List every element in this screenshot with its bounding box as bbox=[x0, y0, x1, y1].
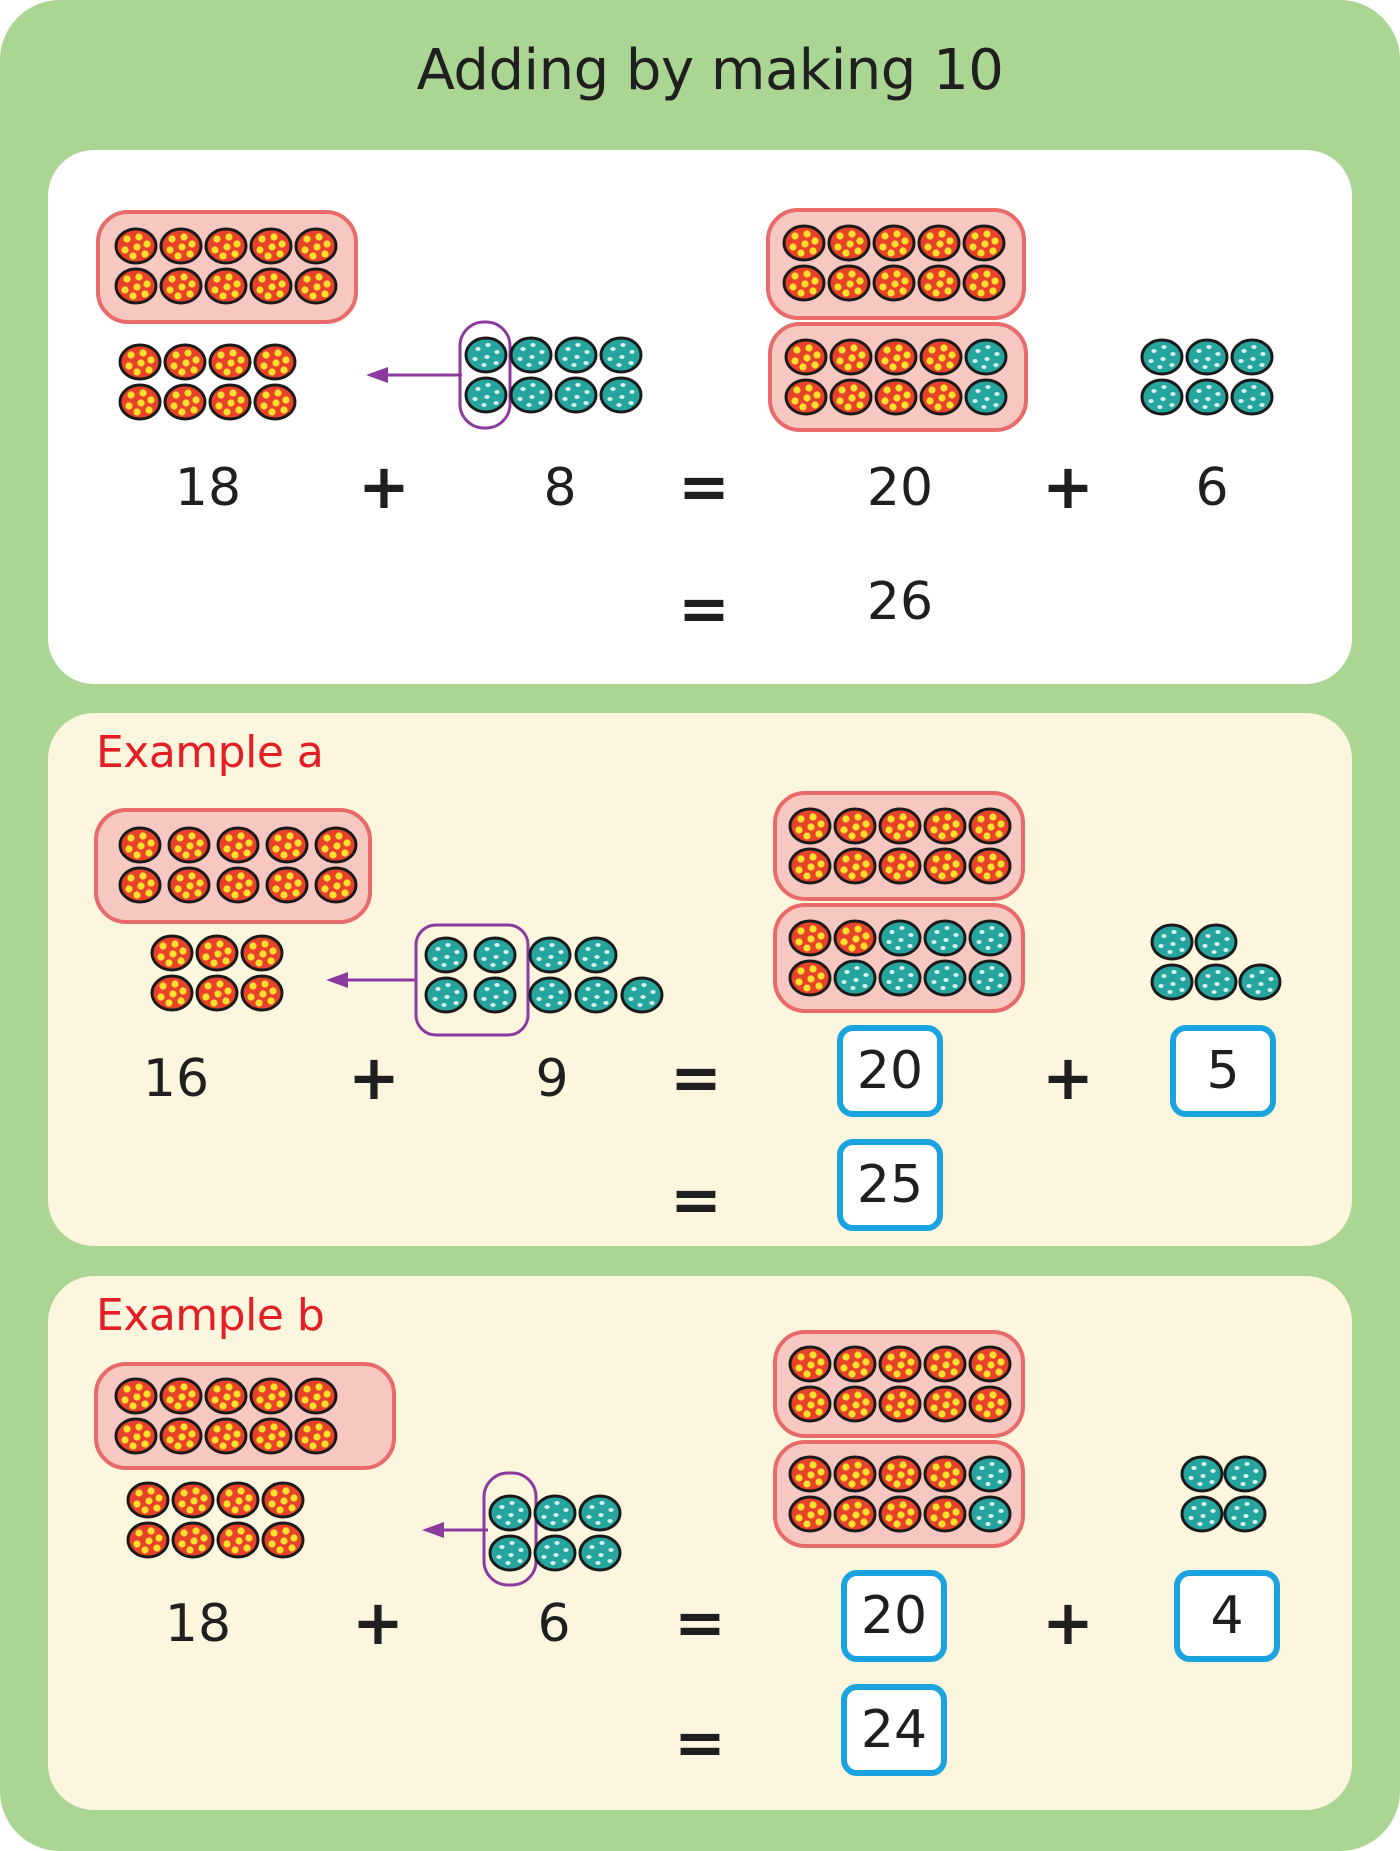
red-counter bbox=[880, 1347, 920, 1381]
red-counter bbox=[263, 1523, 303, 1557]
teal-counter bbox=[1187, 380, 1227, 414]
teal-counter bbox=[966, 380, 1006, 414]
red-counter bbox=[925, 1347, 965, 1381]
red-counter bbox=[206, 229, 246, 263]
addend-second: 8 bbox=[543, 458, 577, 518]
teal-counter bbox=[601, 338, 641, 372]
teal-counter bbox=[466, 378, 506, 412]
red-counter bbox=[296, 229, 336, 263]
teal-counter bbox=[475, 938, 515, 972]
red-counter bbox=[964, 266, 1004, 300]
ones-value: 6 bbox=[1195, 458, 1229, 518]
teal-counter bbox=[1152, 925, 1192, 959]
red-counter bbox=[120, 385, 160, 419]
tens-value: 20 bbox=[866, 458, 934, 518]
equals-sign: = bbox=[678, 572, 730, 645]
red-counter bbox=[218, 1523, 258, 1557]
plus-sign: + bbox=[1042, 450, 1094, 523]
red-counter bbox=[242, 936, 282, 970]
red-counter bbox=[152, 936, 192, 970]
teal-counter bbox=[970, 921, 1010, 955]
red-counter bbox=[876, 380, 916, 414]
teal-counter bbox=[1142, 380, 1182, 414]
plus-sign: + bbox=[1042, 1586, 1094, 1659]
teal-counter bbox=[1232, 380, 1272, 414]
red-counter bbox=[161, 1419, 201, 1453]
red-counter bbox=[128, 1483, 168, 1517]
red-counter bbox=[880, 809, 920, 843]
red-counter bbox=[316, 828, 356, 862]
red-counter bbox=[120, 828, 160, 862]
red-counter bbox=[831, 340, 871, 374]
red-counter bbox=[116, 1419, 156, 1453]
red-counter bbox=[316, 868, 356, 902]
red-counter bbox=[116, 229, 156, 263]
red-counter bbox=[173, 1483, 213, 1517]
teal-counter bbox=[966, 340, 1006, 374]
red-counter bbox=[970, 849, 1010, 883]
red-counter bbox=[925, 849, 965, 883]
red-counter bbox=[161, 1379, 201, 1413]
red-counter bbox=[120, 868, 160, 902]
example-label: Example a bbox=[96, 727, 324, 778]
ones-answer-box: 5 bbox=[1170, 1025, 1276, 1117]
teal-counter bbox=[1182, 1457, 1222, 1491]
teal-counter bbox=[970, 961, 1010, 995]
teal-counter bbox=[880, 921, 920, 955]
teal-counter bbox=[511, 338, 551, 372]
addend-second: 9 bbox=[535, 1049, 569, 1109]
red-counter bbox=[829, 226, 869, 260]
teal-counter bbox=[1225, 1497, 1265, 1531]
plus-sign: + bbox=[358, 450, 410, 523]
red-counter bbox=[880, 1497, 920, 1531]
red-counter bbox=[790, 1387, 830, 1421]
teal-counter bbox=[601, 378, 641, 412]
example-b-panel bbox=[48, 1276, 1352, 1810]
red-counter bbox=[251, 229, 291, 263]
teal-counter bbox=[1187, 340, 1227, 374]
teal-counter bbox=[1196, 965, 1236, 999]
red-counter bbox=[919, 226, 959, 260]
red-counter bbox=[970, 809, 1010, 843]
red-counter bbox=[880, 849, 920, 883]
red-counter bbox=[210, 385, 250, 419]
red-counter bbox=[835, 921, 875, 955]
red-counter bbox=[835, 1387, 875, 1421]
total-value: 26 bbox=[866, 572, 934, 632]
red-counter bbox=[296, 269, 336, 303]
red-counter bbox=[218, 828, 258, 862]
red-counter bbox=[784, 266, 824, 300]
red-counter bbox=[786, 340, 826, 374]
red-counter bbox=[874, 266, 914, 300]
red-counter bbox=[921, 340, 961, 374]
red-counter bbox=[925, 1387, 965, 1421]
plus-sign: + bbox=[1042, 1041, 1094, 1114]
red-counter bbox=[880, 1457, 920, 1491]
red-counter bbox=[267, 868, 307, 902]
teal-counter bbox=[1152, 965, 1192, 999]
red-counter bbox=[206, 269, 246, 303]
teal-counter bbox=[426, 938, 466, 972]
red-counter bbox=[925, 1497, 965, 1531]
red-counter bbox=[784, 226, 824, 260]
teal-counter bbox=[580, 1496, 620, 1530]
teal-counter bbox=[490, 1536, 530, 1570]
teal-counter bbox=[466, 338, 506, 372]
red-counter bbox=[255, 385, 295, 419]
red-counter bbox=[251, 269, 291, 303]
red-counter bbox=[206, 1419, 246, 1453]
teal-counter bbox=[970, 1497, 1010, 1531]
teal-counter bbox=[1232, 340, 1272, 374]
total-answer-box: 24 bbox=[841, 1684, 947, 1776]
red-counter bbox=[296, 1419, 336, 1453]
plus-sign: + bbox=[348, 1041, 400, 1114]
teal-counter bbox=[1196, 925, 1236, 959]
red-counter bbox=[120, 345, 160, 379]
red-counter bbox=[786, 380, 826, 414]
red-counter bbox=[835, 1457, 875, 1491]
red-counter bbox=[925, 1457, 965, 1491]
teal-counter bbox=[490, 1496, 530, 1530]
tens-answer-box: 20 bbox=[841, 1570, 947, 1662]
teal-counter bbox=[1182, 1497, 1222, 1531]
left-arrow-icon bbox=[422, 1522, 488, 1538]
teal-counter bbox=[925, 921, 965, 955]
red-counter bbox=[880, 1387, 920, 1421]
teal-counter bbox=[880, 961, 920, 995]
teal-counter bbox=[576, 978, 616, 1012]
red-counter bbox=[116, 1379, 156, 1413]
red-counter bbox=[169, 828, 209, 862]
addend-second: 6 bbox=[537, 1594, 571, 1654]
red-counter bbox=[835, 1497, 875, 1531]
teal-counter bbox=[925, 961, 965, 995]
red-counter bbox=[790, 809, 830, 843]
red-counter bbox=[925, 809, 965, 843]
red-counter bbox=[790, 921, 830, 955]
teal-counter bbox=[530, 978, 570, 1012]
red-counter bbox=[970, 1387, 1010, 1421]
teal-counter bbox=[556, 338, 596, 372]
worked-example-panel bbox=[48, 150, 1352, 684]
red-counter bbox=[128, 1523, 168, 1557]
teal-counter bbox=[576, 938, 616, 972]
red-counter bbox=[251, 1419, 291, 1453]
page-title: Adding by making 10 bbox=[416, 38, 1004, 103]
red-counter bbox=[161, 229, 201, 263]
total-answer-box: 25 bbox=[837, 1139, 943, 1231]
red-counter bbox=[169, 868, 209, 902]
teal-counter bbox=[1142, 340, 1182, 374]
teal-counter bbox=[1225, 1457, 1265, 1491]
equals-sign: = bbox=[674, 1586, 726, 1659]
teal-counter bbox=[580, 1536, 620, 1570]
teal-counter bbox=[970, 1457, 1010, 1491]
red-counter bbox=[161, 269, 201, 303]
equals-sign: = bbox=[670, 1041, 722, 1114]
teal-counter bbox=[511, 378, 551, 412]
red-counter bbox=[835, 1347, 875, 1381]
red-counter bbox=[829, 266, 869, 300]
red-counter bbox=[165, 385, 205, 419]
red-counter bbox=[218, 868, 258, 902]
teal-counter bbox=[530, 938, 570, 972]
red-counter bbox=[206, 1379, 246, 1413]
teal-counter bbox=[475, 978, 515, 1012]
plus-sign: + bbox=[352, 1586, 404, 1659]
tens-answer-box: 20 bbox=[837, 1025, 943, 1117]
teal-counter bbox=[622, 978, 662, 1012]
red-counter bbox=[251, 1379, 291, 1413]
red-counter bbox=[255, 345, 295, 379]
red-counter bbox=[790, 849, 830, 883]
teal-counter bbox=[535, 1496, 575, 1530]
addend-first: 18 bbox=[164, 1594, 232, 1654]
red-counter bbox=[296, 1379, 336, 1413]
red-counter bbox=[835, 809, 875, 843]
equals-sign: = bbox=[674, 1706, 726, 1779]
red-counter bbox=[116, 269, 156, 303]
teal-counter bbox=[556, 378, 596, 412]
red-counter bbox=[835, 849, 875, 883]
red-counter bbox=[242, 976, 282, 1010]
example-label: Example b bbox=[96, 1290, 325, 1341]
teal-counter bbox=[535, 1536, 575, 1570]
red-counter bbox=[210, 345, 250, 379]
red-counter bbox=[921, 380, 961, 414]
addend-first: 18 bbox=[174, 458, 242, 518]
teal-counter bbox=[426, 978, 466, 1012]
addend-first: 16 bbox=[142, 1049, 210, 1109]
equals-sign: = bbox=[678, 450, 730, 523]
red-counter bbox=[919, 266, 959, 300]
left-arrow-icon bbox=[366, 367, 462, 383]
red-counter bbox=[790, 1457, 830, 1491]
red-counter bbox=[165, 345, 205, 379]
red-counter bbox=[790, 1347, 830, 1381]
red-counter bbox=[197, 936, 237, 970]
red-counter bbox=[831, 380, 871, 414]
ones-answer-box: 4 bbox=[1174, 1570, 1280, 1662]
equals-sign: = bbox=[670, 1163, 722, 1236]
red-counter bbox=[218, 1483, 258, 1517]
red-counter bbox=[263, 1483, 303, 1517]
red-counter bbox=[790, 1497, 830, 1531]
red-counter bbox=[173, 1523, 213, 1557]
example-a-panel bbox=[48, 713, 1352, 1246]
left-arrow-icon bbox=[326, 972, 416, 988]
red-counter bbox=[197, 976, 237, 1010]
red-counter bbox=[874, 226, 914, 260]
teal-counter bbox=[1240, 965, 1280, 999]
red-counter bbox=[790, 961, 830, 995]
red-counter bbox=[267, 828, 307, 862]
red-counter bbox=[152, 976, 192, 1010]
red-counter bbox=[876, 340, 916, 374]
red-counter bbox=[970, 1347, 1010, 1381]
teal-counter bbox=[835, 961, 875, 995]
red-counter bbox=[964, 226, 1004, 260]
